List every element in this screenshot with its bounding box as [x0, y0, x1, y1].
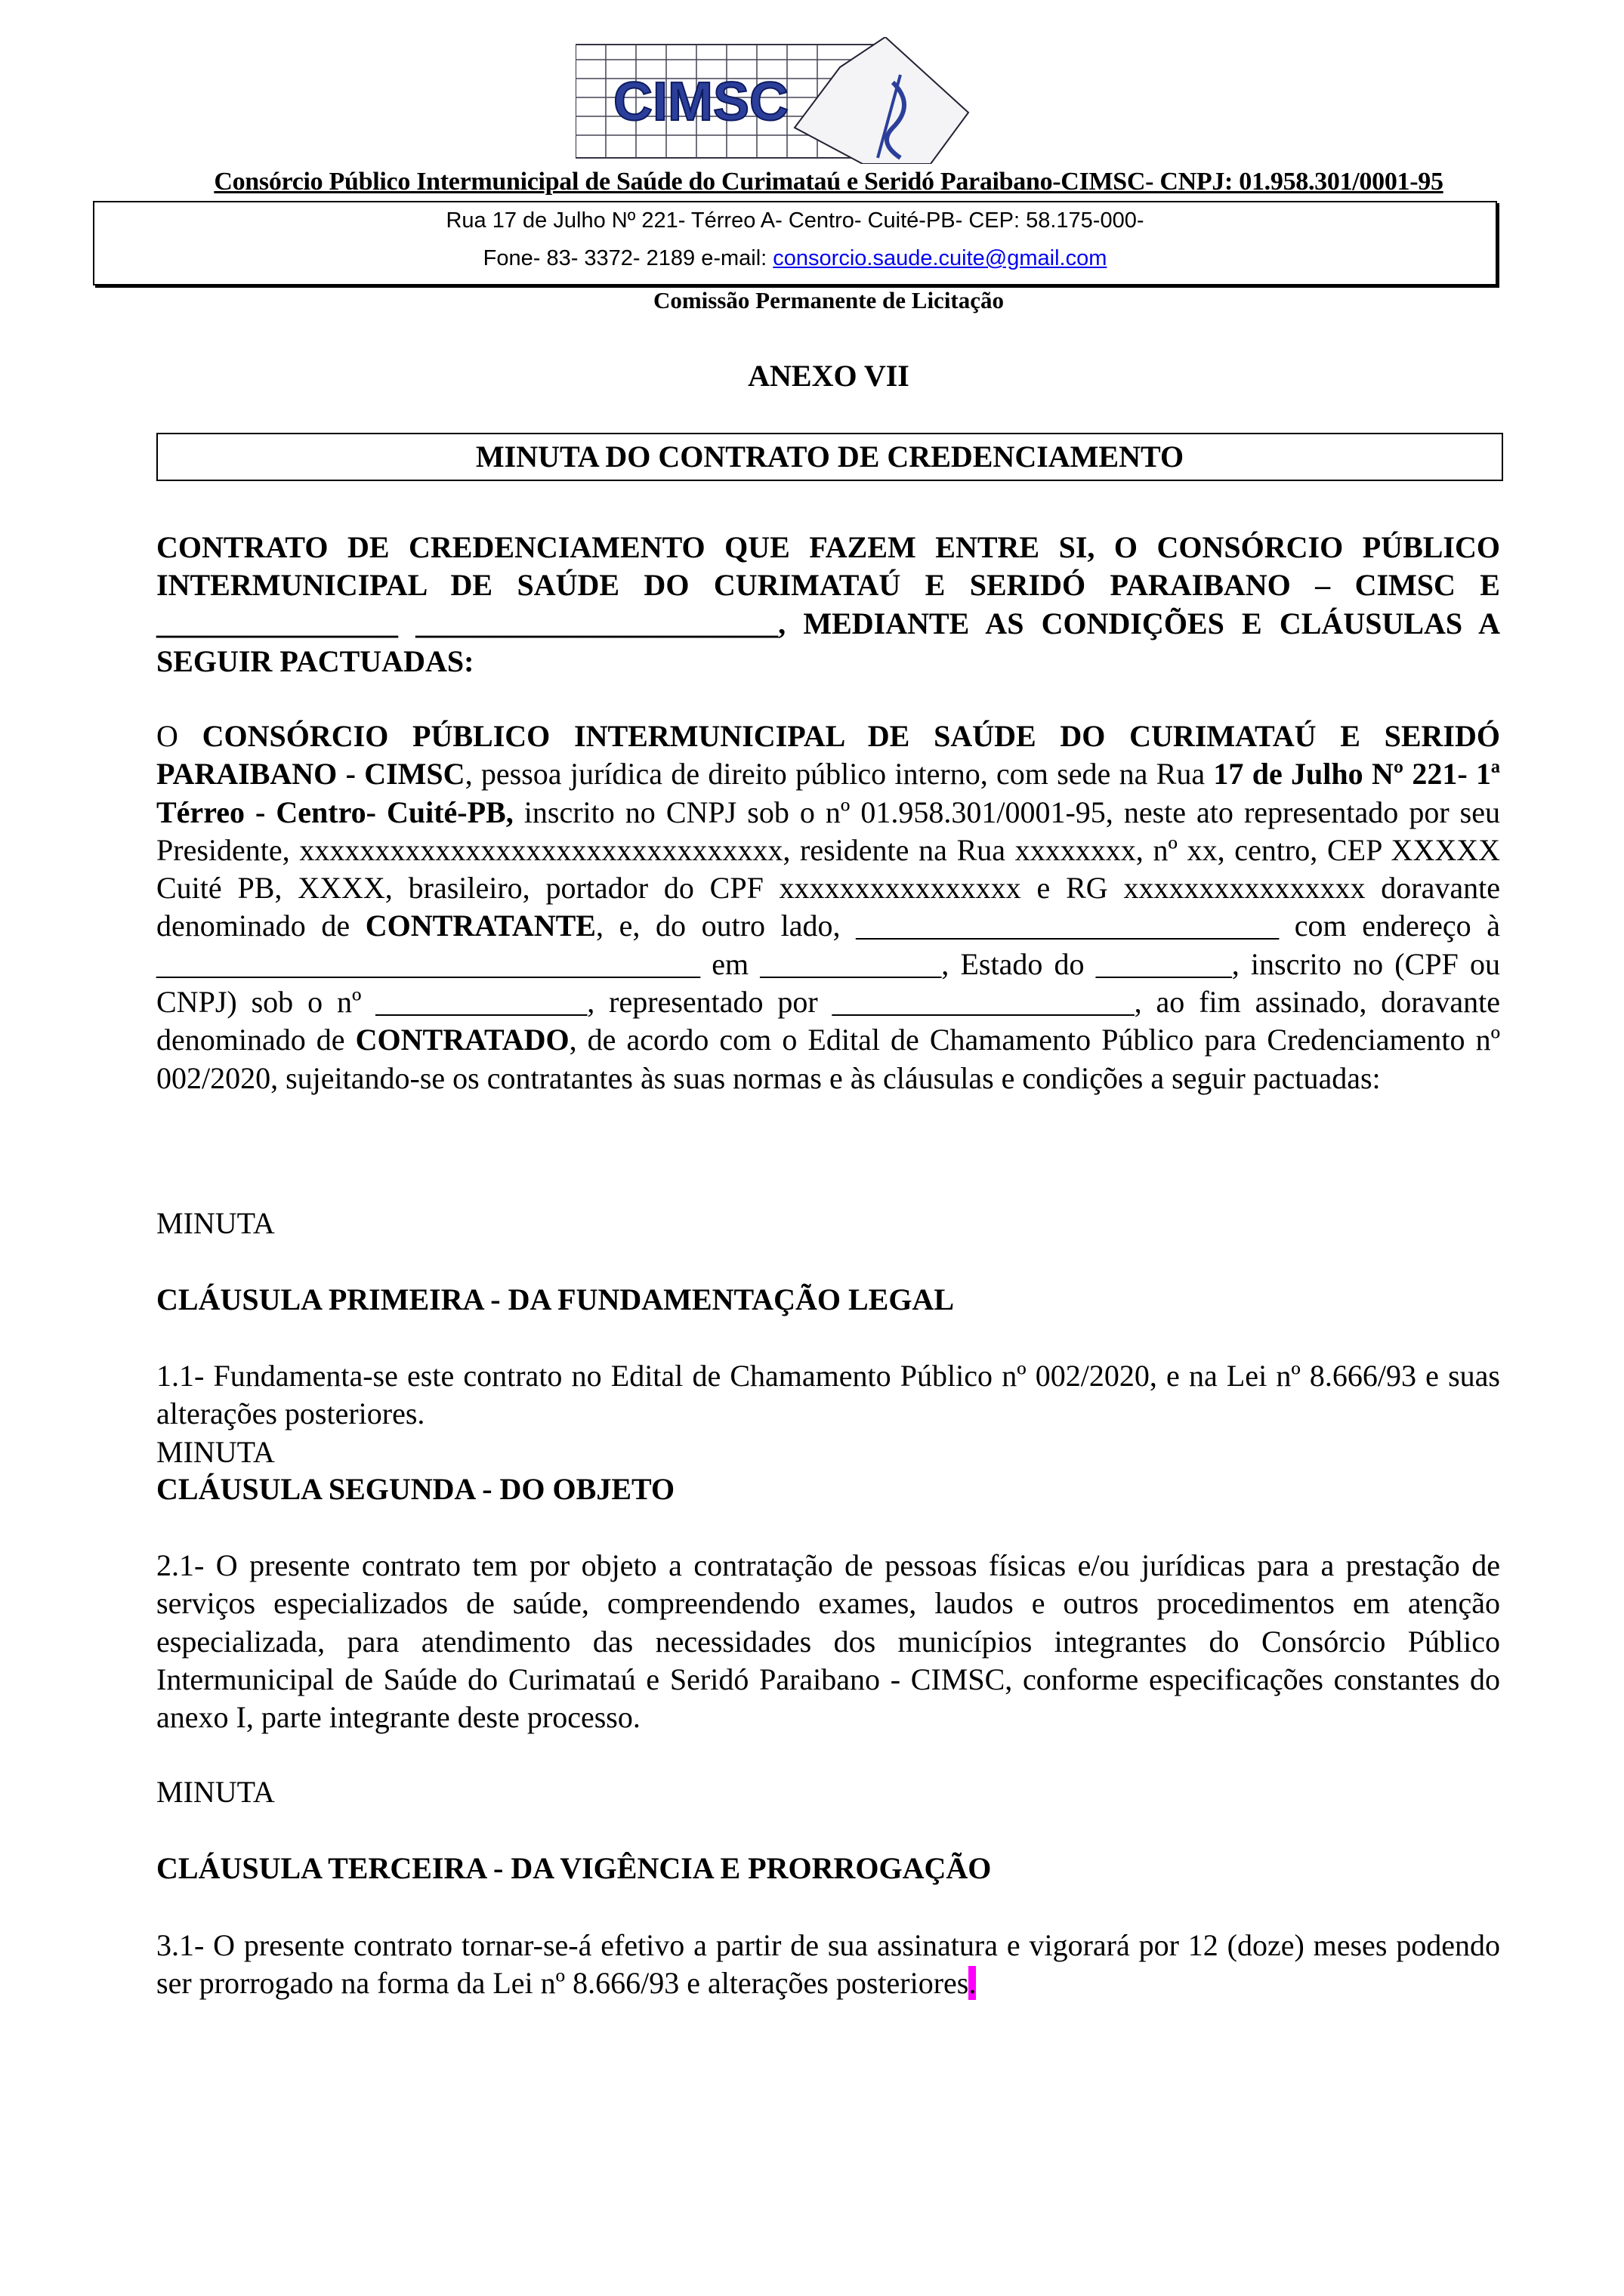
intro-bold: CONSÓRCIO PÚBLICO INTERMUNICIPAL DE SAÚDE DO CURIMATAÚ E SERIDÓ PARAIBANO - CIMSC [156, 719, 1500, 792]
contract-heading: CONTRATO DE CREDENCIAMENTO QUE FAZEM ENTRE SI, O CONSÓRCIO PÚBLICO INTERMUNICIPAL DE SAÚDE DO CURIMATAÚ E SERIDÓ PARAIBANO – CIMSC E ________________ ________________________, MEDIANTE AS CONDIÇÕES E CLÁUSULAS A SEGUIR PACTUADAS: [156, 530, 1500, 678]
clause1-text: 1.1- Fundamenta-se este contrato no Edital de Chamamento Público nº 002/2020, e na Lei nº 8.666/93 e suas alterações posteriores. [156, 1359, 1500, 1431]
organization-header: Consórcio Público Intermunicipal de Saúde do Curimataú e Seridó Paraibano-CIMSC- CNPJ: 01.958.301/0001-95 [214, 168, 1443, 196]
email-link[interactable]: consorcio.saude.cuite@gmail.com [773, 246, 1107, 270]
contratante-label: CONTRATANTE [365, 909, 596, 943]
address-box [93, 201, 1497, 285]
minuta-label: MINUTA [156, 1206, 275, 1240]
intro-bold: 17 de Julho Nº 221- 1ª Térreo - Centro- Cuité-PB, [156, 757, 1501, 829]
intro-paragraph [156, 718, 1500, 1097]
clause3-text: 3.1- O presente contrato tornar-se-á efetivo a partir de sua assinatura e vigorará por 12 (doze) meses podendo ser prorrogado na forma da Lei nº 8.666/93 e alterações posteriores [156, 1928, 1500, 2001]
contact-line [94, 246, 1496, 271]
svg-text:CIMSC: CIMSC [613, 72, 789, 132]
minuta-label: MINUTA [156, 1775, 275, 1809]
clause2-title: CLÁUSULA SEGUNDA - DO OBJETO [156, 1472, 675, 1506]
address-line: Rua 17 de Julho Nº 221- Térreo A- Centro- Cuité-PB- CEP: 58.175-000- [446, 208, 1144, 233]
clause1-title: CLÁUSULA PRIMEIRA - DA FUNDAMENTAÇÃO LEGAL [156, 1282, 954, 1316]
clause2-text: 2.1- O presente contrato tem por objeto a contratação de pessoas físicas e/ou jurídicas para a prestação de serviços especializados de saúde, compreendendo exames, laudos e outros procedimentos em atenção especializada, para atendimento das necessidades dos municípios integrantes do Consórcio Público Intermunicipal de Saúde do Curimataú e Seridó Paraibano - CIMSC, conforme especificações constantes do anexo I, parte integrante deste processo. [156, 1548, 1500, 1735]
intro-text: , e, do outro lado, ____________________________ com endereço à ____________________________________ em ____________, Estado do _________, inscrito no (CPF ou CNPJ) sob o nº ______________, representado por ____________________, ao fim assinado, doravante denominado de [156, 909, 1500, 1057]
annex-title: ANEXO VII [748, 359, 909, 393]
text-cursor-highlight: . [968, 1966, 977, 2001]
minuta-label: MINUTA [156, 1435, 275, 1469]
clause3-title: CLÁUSULA TERCEIRA - DA VIGÊNCIA E PRORROGAÇÃO [156, 1851, 992, 1885]
intro-text: , de acordo com o Edital de Chamamento Público para Credenciamento nº 002/2020, sujeitando-se os contratantes às suas normas e às cláusulas e condições a seguir pactuadas: [156, 1023, 1500, 1095]
intro-text: inscrito no CNPJ sob o nº 01.958.301/0001-95, neste ato representado por seu Presidente, xxxxxxxxxxxxxxxxxxxxxxxxxxxxxxxx, residente na Rua xxxxxxxx, nº xx, centro, CEP XXXXX Cuité PB, XXXX, brasileiro, portador do CPF xxxxxxxxxxxxxxxx e RG xxxxxxxxxxxxxxxx doravante denominado de [156, 795, 1501, 943]
cimsc-logo [576, 37, 1089, 164]
phone-text: Fone- 83- 3372- 2189 e-mail: [483, 246, 773, 270]
commission-title: Comissão Permanente de Licitação [653, 287, 1005, 313]
contract-draft-title: MINUTA DO CONTRATO DE CREDENCIAMENTO [156, 433, 1503, 481]
intro-text: , pessoa jurídica de direito público interno, com sede na Rua [465, 757, 1214, 792]
intro-text: O [156, 719, 202, 753]
clause3-paragraph [156, 1927, 1500, 2003]
contratado-label: CONTRATADO [355, 1023, 570, 1057]
